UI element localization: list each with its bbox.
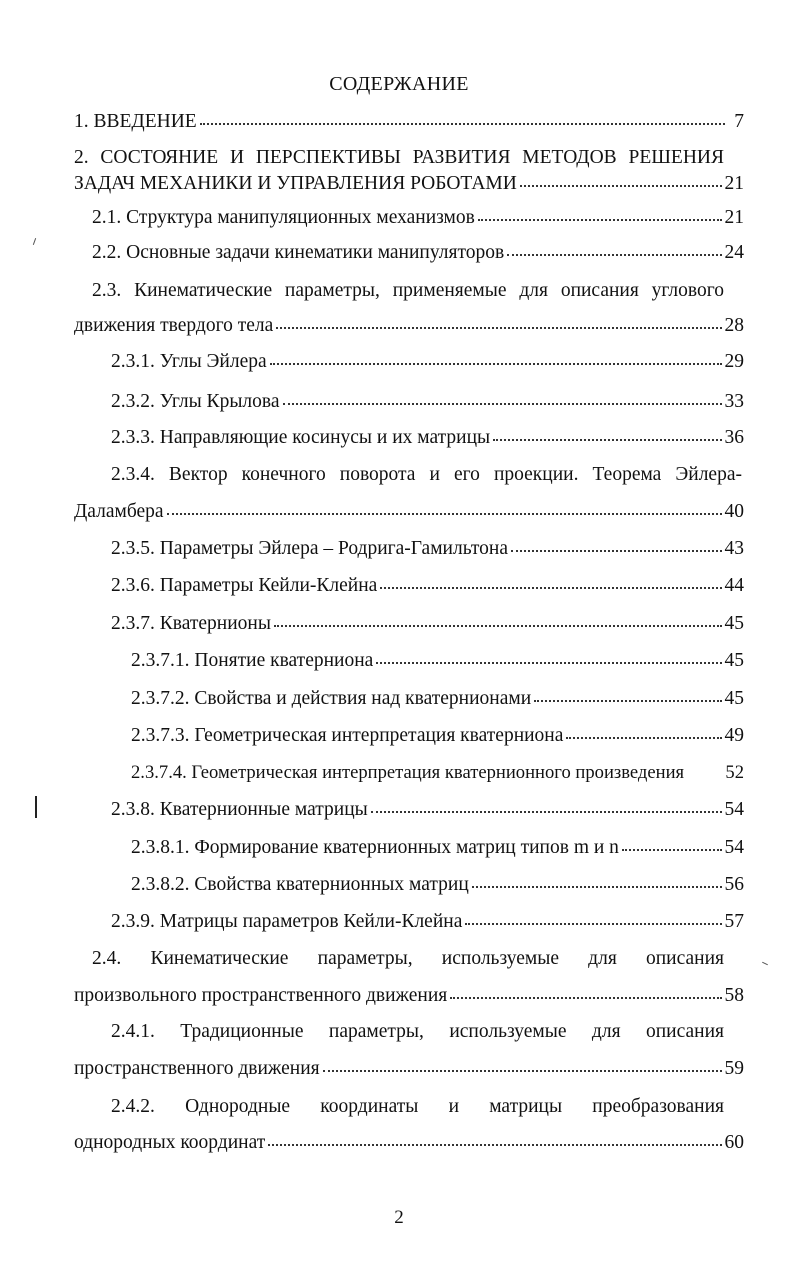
dot-leader	[465, 908, 721, 925]
toc-entry-page: 57	[724, 911, 744, 932]
dot-leader	[167, 498, 722, 515]
toc-entry[interactable]	[111, 350, 744, 376]
dot-leader	[270, 348, 722, 365]
toc-entry[interactable]	[74, 500, 744, 526]
toc-entry-page: 49	[724, 725, 744, 746]
toc-entry-line1[interactable]: 2.3.4. Вектор конечного поворота и его проекции. Теорема Эйлера-	[111, 464, 742, 485]
dot-leader	[511, 535, 722, 552]
toc-entry-label: 1. ВВЕДЕНИЕ	[74, 111, 197, 132]
toc-entry-page: 45	[724, 650, 744, 671]
toc-entry-line1[interactable]: 2.4.2. Однородные координаты и матрицы преобразования	[111, 1096, 724, 1117]
dot-leader	[687, 761, 722, 776]
dot-leader	[622, 834, 722, 851]
dot-leader	[450, 982, 721, 999]
toc-entry[interactable]	[74, 1131, 744, 1157]
toc-entry[interactable]	[92, 206, 744, 232]
scan-speck	[35, 796, 37, 818]
toc-entry[interactable]	[74, 984, 744, 1010]
toc-entry-label: 2.3.7.1. Понятие кватерниона	[131, 650, 374, 671]
toc-entry-line1[interactable]: 2. СОСТОЯНИЕ И ПЕРСПЕКТИВЫ РАЗВИТИЯ МЕТОДОВ РЕШЕНИЯ	[74, 147, 724, 168]
dot-leader	[268, 1129, 721, 1146]
toc-entry[interactable]	[111, 910, 744, 936]
toc-entry-label: ЗАДАЧ МЕХАНИКИ И УПРАВЛЕНИЯ РОБОТАМИ	[74, 173, 517, 194]
toc-entry-label: 2.3.5. Параметры Эйлера – Родрига-Гамильтона	[111, 538, 508, 559]
toc-entry[interactable]	[74, 110, 744, 136]
toc-entry-page: 45	[724, 613, 744, 634]
toc-entry-page: 54	[724, 799, 744, 820]
toc-entry[interactable]	[74, 1057, 744, 1083]
toc-entry[interactable]	[74, 172, 744, 198]
toc-entry-label: 2.3.3. Направляющие косинусы и их матрицы	[111, 427, 491, 448]
toc-entry[interactable]	[111, 390, 744, 416]
toc-entry-label: Даламбера	[74, 501, 164, 522]
toc-entry-label: 2.3.8. Кватернионные матрицы	[111, 799, 368, 820]
toc-title: СОДЕРЖАНИЕ	[329, 73, 469, 95]
toc-entry-label: 2.1. Структура манипуляционных механизмов	[92, 207, 475, 228]
dot-leader	[323, 1055, 722, 1072]
toc-entry[interactable]	[131, 761, 744, 787]
toc-entry-label: 2.3.6. Параметры Кейли-Клейна	[111, 575, 378, 596]
toc-entry-label: 2.3.9. Матрицы параметров Кейли-Клейна	[111, 911, 463, 932]
toc-entry-page: 43	[724, 538, 744, 559]
toc-entry-label: произвольного пространственного движения	[74, 985, 448, 1006]
toc-entry-label: 2.3.7. Кватернионы	[111, 613, 271, 634]
toc-entry[interactable]	[131, 649, 744, 675]
dot-leader	[493, 424, 721, 441]
toc-entry-label: 2.2. Основные задачи кинематики манипуляторов	[92, 242, 505, 263]
toc-entry[interactable]	[131, 687, 744, 713]
toc-entry-line1[interactable]: 2.4. Кинематические параметры, используемые для описания	[92, 948, 724, 969]
toc-entry-page: 21	[724, 173, 744, 194]
toc-entry-page: 33	[724, 391, 744, 412]
toc-entry[interactable]	[74, 314, 744, 340]
toc-entry-page: 45	[724, 688, 744, 709]
toc-entry-label: движения твердого тела	[74, 315, 274, 336]
toc-entry-line1[interactable]: 2.3. Кинематические параметры, применяемые для описания углового	[92, 280, 724, 301]
toc-entry-page: 44	[724, 575, 744, 596]
dot-leader	[276, 312, 721, 329]
toc-entry-page: 7	[734, 111, 744, 132]
toc-entry-page: 24	[724, 242, 744, 263]
toc-entry[interactable]	[111, 537, 744, 563]
toc-entry[interactable]	[131, 836, 744, 862]
toc-entry-label: 2.3.1. Углы Эйлера	[111, 351, 267, 372]
toc-entry[interactable]	[131, 724, 744, 750]
toc-entry-page: 36	[724, 427, 744, 448]
toc-entry-page: 54	[724, 837, 744, 858]
toc-entry-page: 59	[724, 1058, 744, 1079]
dot-leader	[507, 239, 721, 256]
toc-entry-label: однородных координат	[74, 1132, 266, 1153]
toc-entry[interactable]	[131, 873, 744, 899]
toc-entry-label: 2.3.7.3. Геометрическая интерпретация кватерниона	[131, 725, 564, 746]
toc-entry-page: 40	[724, 501, 744, 522]
dot-leader	[371, 796, 722, 813]
toc-entry-page: 28	[724, 315, 744, 336]
toc-entry-label: 2.3.2. Углы Крылова	[111, 391, 280, 412]
toc-entry-label: 2.3.8.1. Формирование кватернионных матриц типов m и n	[131, 837, 619, 858]
dot-leader	[478, 204, 722, 221]
toc-entry[interactable]	[111, 574, 744, 600]
toc-entry[interactable]	[111, 426, 744, 452]
toc-entry-page: 29	[724, 351, 744, 372]
dot-leader	[520, 170, 722, 187]
dot-leader	[566, 722, 721, 739]
toc-entry[interactable]	[111, 798, 744, 824]
toc-entry-label: 2.3.8.2. Свойства кватернионных матриц	[131, 874, 469, 895]
dot-leader	[283, 388, 722, 405]
dot-leader	[534, 685, 721, 702]
dot-leader	[274, 610, 722, 627]
toc-entry-page: 58	[724, 985, 744, 1006]
toc-entry-label: 2.3.7.4. Геометрическая интерпретация кватернионного произведения	[131, 762, 685, 783]
toc-entry-page: 60	[724, 1132, 744, 1153]
page-number: 2	[394, 1207, 404, 1228]
toc-entry-page: 21	[724, 207, 744, 228]
toc-entry[interactable]	[111, 612, 744, 638]
dot-leader	[200, 108, 725, 125]
toc-entry[interactable]	[92, 241, 744, 267]
dot-leader	[380, 572, 721, 589]
toc-entry-label: 2.3.7.2. Свойства и действия над кватернионами	[131, 688, 532, 709]
toc-entry-page: 52	[725, 762, 744, 783]
toc-entry-label: пространственного движения	[74, 1058, 320, 1079]
toc-entry-line1[interactable]: 2.4.1. Традиционные параметры, используемые для описания	[111, 1021, 724, 1042]
dot-leader	[376, 647, 721, 664]
toc-entry-page: 56	[724, 874, 744, 895]
dot-leader	[472, 871, 722, 888]
